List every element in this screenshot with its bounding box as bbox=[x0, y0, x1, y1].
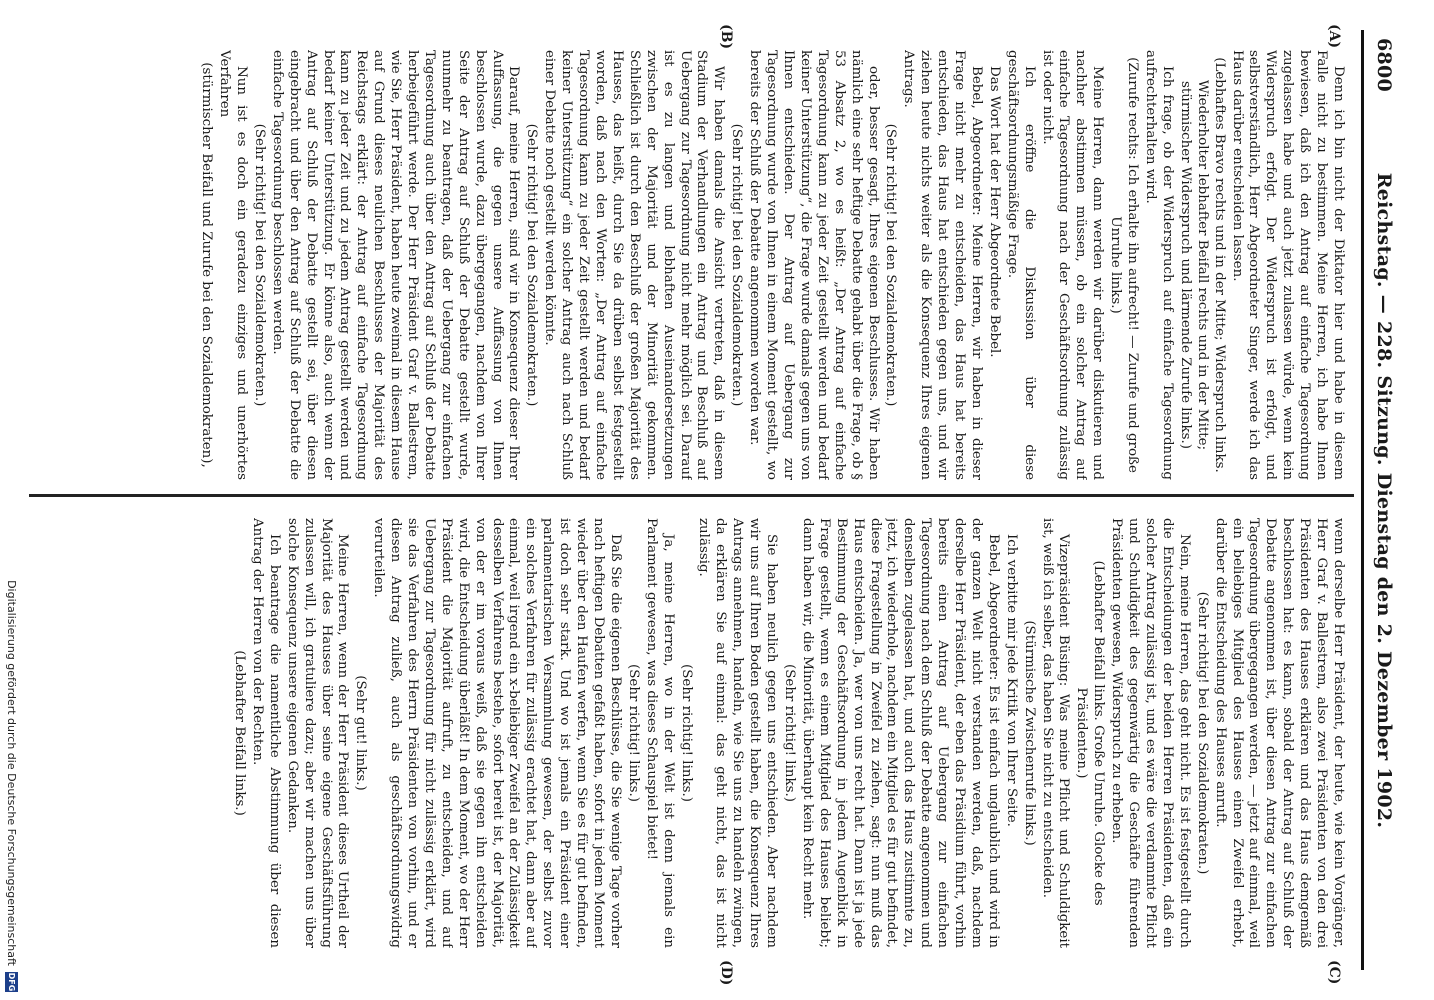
paragraph: Daß Sie die eigenen Beschlüsse, die Sie wenige Tage vorher nach heftigen Debatten gefaßt haben, sofort in jedem Moment wieder über den Haufen werfen, wenn Sie es für gut befinden, ist doch sehr stark. Und wo ist jemals ein Präsident einer parlamentarischen Versammlung gewesen, der selbst zuvor ein solches Verfahren für zulässig erachtet hat, dann aber auf einmal, weil irgend ein x-beliebiger Zweifel an der Zulässigkeit desselben Verfahrens bestehe, sofort bereit ist, der Majorität, von der er im voraus weiß, daß sie gegen ihn entscheiden wird, die Entscheidung überläßt! In dem Moment, wo der Herr Präsident die Majorität aufruft, zu entscheiden, und auf Uebergang zur Tagesordnung für nicht zulässig erklärt, wird sie das Verfahren des Herrn Präsidenten von vorhin, und er diesen Antrag zuließ, auch als geschäftsordnungswidrig verurteilen. bbox=[371, 518, 623, 948]
paragraph: wenn derselbe Herr Präsident, der heute, wie kein Vorgänger, Herr Graf v. Ballestrem, also zwei Präsidenten von den drei Präsidenten des Hauses erklären und das Haus demgemäß beschlossen hat: es kann, sobald der Antrag auf Schluß der Debatte angenommen ist, über diesen Antrag zur einfachen Tagesordnung übergegangen werden, — jetzt auf einmal, weil ein beliebiges Mitglied des Hauses einen Zweifel erhebt, darüber die Entscheidung des Hauses anruft. bbox=[1212, 518, 1346, 948]
margin-marker-a: (A) bbox=[1326, 24, 1342, 49]
margin-marker-b: (B) bbox=[718, 24, 734, 50]
paragraph: Nun ist es doch ein geradezu einziges und unerhörtes Verfahren bbox=[217, 50, 249, 480]
stage-direction: (Zurufe rechts: Ich erhalte ihn aufrecht! — Zurufe und große Unruhe links.) bbox=[1108, 57, 1141, 473]
paragraph: Ich eröffne die Diskussion über diese geschäftsordnungsmäßige Frage. bbox=[1004, 50, 1037, 480]
stage-direction: (Lebhaftes Bravo rechts und in der Mitte; Widerspruch links. Wiederholter lebhafter Beifall rechts und in der Mitte; stürmischer Widerspruch und lärmende Zurufe links.) bbox=[1177, 57, 1227, 473]
stage-direction: (stürmischer Beifall und Zurufe bei den Sozialdemokraten), bbox=[199, 62, 215, 468]
paragraph: Das Wort hat der Herr Abgeordnete Bebel. bbox=[986, 66, 1002, 358]
stage-direction: (Stürmische Zwischenrufe links.) bbox=[1021, 620, 1037, 846]
stage-direction: (Sehr richtig! links.) bbox=[678, 664, 694, 802]
stage-direction: (Sehr gut! links.) bbox=[353, 675, 369, 791]
margin-marker-d: (D) bbox=[718, 960, 734, 986]
column-divider bbox=[29, 494, 1354, 497]
stage-direction: (Sehr richtig! links.) bbox=[782, 664, 797, 802]
stage-direction: (Sehr richtig! links.) bbox=[625, 664, 641, 802]
stage-direction: (Sehr richtig! bei den Sozialdemokraten.) bbox=[729, 123, 745, 407]
paragraph: Wir haben damals die Ansicht vertreten, daß in diesem Stadium der Verhandlungen ein Antrag und Beschluß auf Uebergang zur Tagesordnung nicht mehr möglich sei. Darauf ist es zu langen und lebhaften Auseinandersetzungen zwischen der Majorität und der Minorität gekommen. Schließlich ist durch den Beschluß der großen Majorität des Hauses, das heißt, durch Sie da drüben selbst festgestellt worden, daß nach den Worten: „Der Antrag auf einfache Tagesordnung kann zu jeder Zeit gestellt werden und bedarf keiner Unterstützung“ ein solcher Antrag auch nach Schluß einer Debatte noch gestellt werden könnte. bbox=[542, 50, 727, 480]
paragraph: Ich frage, ob der Widerspruch auf einfache Tagesordnung aufrechterhalten wird. bbox=[1143, 50, 1175, 480]
left-column bbox=[36, 50, 1346, 480]
paragraph: Bebel, Abgeordneter: Es ist einfach unglaublich und wird in der ganzen Welt nicht verstanden werden, daß, nachdem derselbe Herr Präsident, der eben das Präsidium führt, vorhin bereits einen Antrag auf Uebergang zur einfachen Tagesordnung nach dem Schluß der Debatte angenommen und denselben zugelassen hat, und auch das Haus zustimmte zu, jetzt, ich wiederhole, nachdem ein Mitglied es für gut befindet, diese Fragestellung in Zweifel zu ziehen, sagt: nun muß das Haus entscheiden. Ja, wer von uns recht hat. Dann ist ja jede Bestimmung der Geschäftsordnung in jedem Augenblick in Frage gestellt, wenn es einem Mitglied des Hauses beliebt; dann haben wir, die Minorität, überhaupt kein Recht mehr. bbox=[799, 518, 1001, 948]
paragraph: oder, besser gesagt, Ihres eigenen Beschlusses. Wir haben nämlich eine sehr heftige Debatte gehabt über die Frage, ob § 53 Absatz 2, wo es heißt: „Der Antrag auf einfache Tagesordnung kann zu jeder Zeit gestellt werden und bedarf keiner Unterstützung“, die Frage wurde damals gegen uns von Ihnen entschieden. Der Antrag auf Uebergang zur Tagesordnung wurde von Ihnen in einem Moment gestellt, wo bereits der Schluß der Debatte angenommen worden war. bbox=[747, 50, 881, 480]
paragraph: Ich verbitte mir jede Kritik von Ihrer Seite. bbox=[1003, 534, 1019, 827]
footer-text: Digitalisierung gefördert durch die Deutsche Forschungsgemeinschaft bbox=[5, 580, 19, 966]
stage-direction: (Sehr richtig! bei den Sozialdemokraten.) bbox=[524, 123, 540, 407]
paragraph: Meine Herren, dann werden wir darüber diskutieren und nachher abstimmen müssen, ob ein solcher Antrag auf einfache Tagesordnung nach der Geschäftsordnung zulässig ist oder nicht. bbox=[1039, 50, 1106, 480]
page-number: 6800 bbox=[1373, 38, 1395, 93]
paragraph: Meine Herren, wenn der Herr Präsident dieses Urtheil der Majorität des Hauses über seine eigene Geschäftsführung zulassen will, ich gratuliere dazu; aber wir machen uns über solche Konsequenz unsere eigenen Gedanken. bbox=[284, 518, 351, 948]
paragraph: Ich beantrage die namentliche Abstimmung über diesen Antrag der Herren von der Rechten. bbox=[249, 518, 282, 948]
paragraph: Vizepräsident Büsing: Was meine Pflicht und Schuldigkeit ist, weiß ich selber, das haben Sie nicht zu entscheiden. bbox=[1039, 518, 1072, 948]
page-header bbox=[1364, 38, 1404, 963]
running-title: Reichstag. — 228. Sitzung. Dienstag den 2. Dezember 1902. bbox=[1373, 172, 1395, 829]
dfg-logo: DFG bbox=[7, 972, 17, 992]
stage-direction: (Sehr richtig! bei den Sozialdemokraten.) bbox=[251, 123, 267, 407]
digitization-footer bbox=[0, 0, 24, 1000]
stage-direction: (Lebhafter Beifall links. Große Unruhe. Glocke des Präsidenten.) bbox=[1074, 560, 1107, 906]
stage-direction: (Lebhafter Beifall links.) bbox=[232, 650, 247, 816]
margin-marker-c: (C) bbox=[1326, 960, 1342, 985]
header-rule bbox=[1361, 30, 1364, 970]
stage-direction: (Sehr richtig! bei den Sozialdemokraten.) bbox=[883, 123, 899, 407]
right-column bbox=[36, 518, 1346, 948]
paragraph: Nein, meine Herren, das geht nicht. Es ist festgestellt durch die Entscheidungen der beiden Herren Präsidenten, daß ein solcher Antrag zulässig ist, und es wäre die verdammte Pflicht und Schuldigkeit des gegenwärtig die Geschäfte führenden Präsidenten gewesen, Widerspruch zu erheben. bbox=[1109, 518, 1192, 948]
stage-direction: (Sehr richtig! bei den Sozialdemokraten.) bbox=[1194, 591, 1210, 875]
paragraph: Bebel, Abgeordneter: Meine Herren, wir haben in dieser Frage nicht mehr zu entscheiden, das Haus hat bereits entschieden, das Haus hat entschieden gegen uns, und wir ziehen heute nichts weiter als die Konsequenz Ihres eigenen Antrags. bbox=[901, 50, 984, 480]
paragraph: Darauf, meine Herren, sind wir in Konsequenz dieser Ihrer Auffassung, die gegen unsere Auffassung von Ihnen beschlossen wurde, dazu übergegangen, nachdem von Ihrer Seite der Antrag auf Schluß der Debatte gestellt wurde, nunmehr zu beantragen, daß der Uebergang zur einfachen Tagesordnung auch über den Antrag auf Schluß der Debatte herbeigeführt werde. Der Herr Präsident Graf v. Ballestrem, wie Sie, Herr Präsident, haben heute zweimal in diesem Hause auf Grund dieses neulichen Beschlusses der Majorität des Reichstags erklärt: der Antrag auf einfache Tagesordnung kann zu jeder Zeit und zu jedem Antrag gestellt werden und bedarf keiner Unterstützung. Er könne also, auch wenn der Antrag auf Schluß der Debatte gestellt sei, über diesen eingebracht und über den Antrag auf Schluß der Debatte die einfache Tagesordnung beschlossen werden. bbox=[269, 50, 522, 480]
paragraph: Denn ich bin nicht der Diktator hier und habe in diesem Falle nicht zu bestimmen. Meine Herren, ich habe Ihnen bewiesen, daß ich den Antrag auf einfache Tagesordnung zugelassen habe und auch jetzt zulassen würde, wenn kein Widerspruch erfolgt. Der Widerspruch ist erfolgt, und selbstverständlich, Herr Abgeordneter Singer, werde ich das Haus darüber entscheiden lassen. bbox=[1229, 50, 1346, 480]
paragraph: Sie haben neulich gegen uns entschieden. Aber nachdem wir uns auf Ihren Boden gestellt haben, die Konsequenz Ihres Antrags annehmen, handeln, wie Sie uns zu handeln zwingen, da erklären Sie auf einmal: das geht nicht, das ist nicht zulässig. bbox=[696, 518, 780, 948]
paragraph: Ja, meine Herren, wo in der Welt ist denn jemals ein Parlament gewesen, was dieses Schauspiel bietet! bbox=[643, 518, 676, 948]
